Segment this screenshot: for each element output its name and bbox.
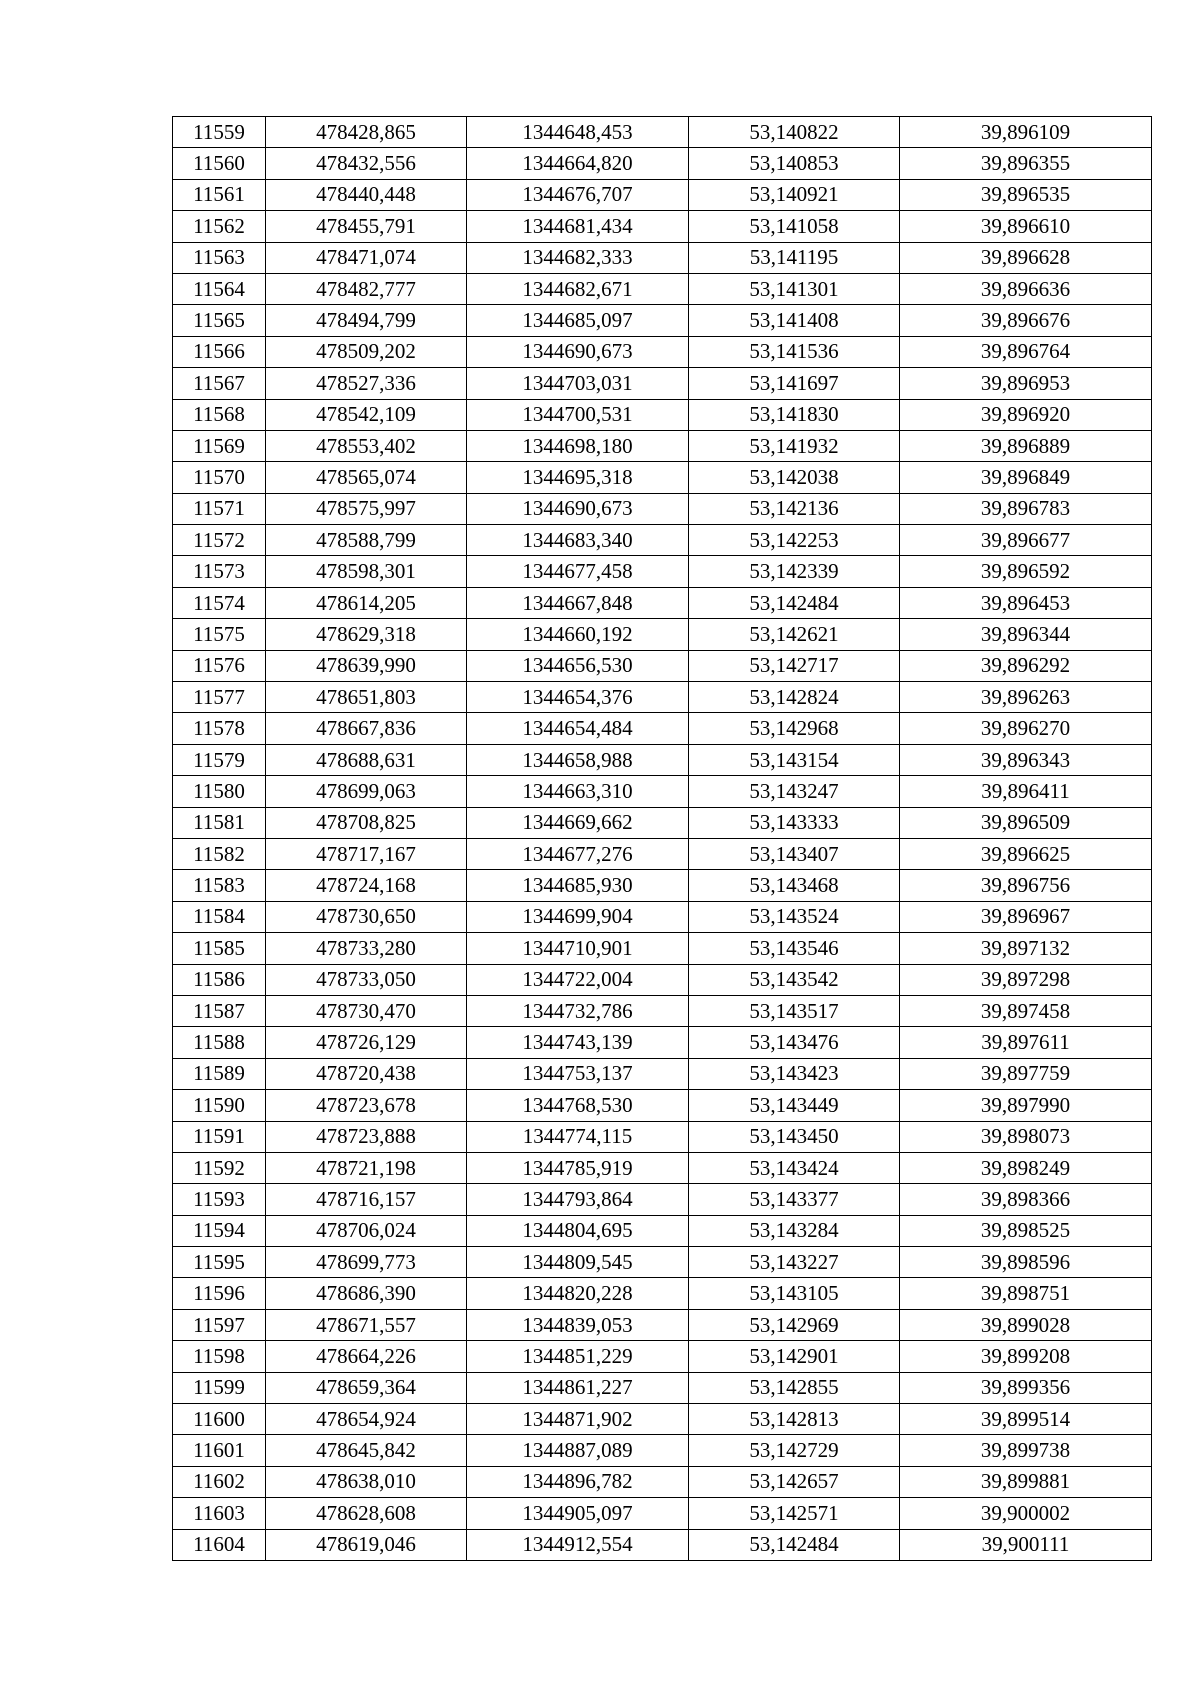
y-coordinate-cell: 1344667,848 bbox=[467, 587, 689, 618]
latitude-cell: 53,143449 bbox=[689, 1090, 900, 1121]
x-coordinate-cell: 478639,990 bbox=[266, 650, 467, 681]
y-coordinate-cell: 1344681,434 bbox=[467, 211, 689, 242]
longitude-cell: 39,896967 bbox=[900, 901, 1152, 932]
table-row bbox=[173, 713, 1152, 744]
latitude-cell: 53,143476 bbox=[689, 1027, 900, 1058]
table-row bbox=[173, 838, 1152, 869]
longitude-cell: 39,898596 bbox=[900, 1247, 1152, 1278]
table-row bbox=[173, 1058, 1152, 1089]
point-number-cell: 11578 bbox=[173, 713, 266, 744]
latitude-cell: 53,143424 bbox=[689, 1152, 900, 1183]
point-number-cell: 11603 bbox=[173, 1498, 266, 1529]
table-row bbox=[173, 1435, 1152, 1466]
point-number-cell: 11579 bbox=[173, 744, 266, 775]
x-coordinate-cell: 478667,836 bbox=[266, 713, 467, 744]
point-number-cell: 11597 bbox=[173, 1309, 266, 1340]
longitude-cell: 39,896509 bbox=[900, 807, 1152, 838]
table-row bbox=[173, 1278, 1152, 1309]
y-coordinate-cell: 1344654,376 bbox=[467, 682, 689, 713]
y-coordinate-cell: 1344660,192 bbox=[467, 619, 689, 650]
point-number-cell: 11589 bbox=[173, 1058, 266, 1089]
x-coordinate-cell: 478428,865 bbox=[266, 117, 467, 148]
x-coordinate-cell: 478706,024 bbox=[266, 1215, 467, 1246]
longitude-cell: 39,896889 bbox=[900, 430, 1152, 461]
table-row bbox=[173, 273, 1152, 304]
x-coordinate-cell: 478733,280 bbox=[266, 933, 467, 964]
longitude-cell: 39,896535 bbox=[900, 179, 1152, 210]
latitude-cell: 53,143105 bbox=[689, 1278, 900, 1309]
table-row bbox=[173, 744, 1152, 775]
x-coordinate-cell: 478527,336 bbox=[266, 368, 467, 399]
y-coordinate-cell: 1344793,864 bbox=[467, 1184, 689, 1215]
table-row bbox=[173, 1090, 1152, 1121]
table-row bbox=[173, 1372, 1152, 1403]
point-number-cell: 11604 bbox=[173, 1529, 266, 1560]
x-coordinate-cell: 478659,364 bbox=[266, 1372, 467, 1403]
y-coordinate-cell: 1344785,919 bbox=[467, 1152, 689, 1183]
latitude-cell: 53,142729 bbox=[689, 1435, 900, 1466]
latitude-cell: 53,141932 bbox=[689, 430, 900, 461]
longitude-cell: 39,899881 bbox=[900, 1466, 1152, 1497]
latitude-cell: 53,143247 bbox=[689, 776, 900, 807]
x-coordinate-cell: 478699,773 bbox=[266, 1247, 467, 1278]
longitude-cell: 39,896263 bbox=[900, 682, 1152, 713]
latitude-cell: 53,140853 bbox=[689, 148, 900, 179]
point-number-cell: 11575 bbox=[173, 619, 266, 650]
x-coordinate-cell: 478724,168 bbox=[266, 870, 467, 901]
latitude-cell: 53,143450 bbox=[689, 1121, 900, 1152]
table-row bbox=[173, 619, 1152, 650]
x-coordinate-cell: 478645,842 bbox=[266, 1435, 467, 1466]
y-coordinate-cell: 1344658,988 bbox=[467, 744, 689, 775]
point-number-cell: 11577 bbox=[173, 682, 266, 713]
table-row bbox=[173, 1466, 1152, 1497]
point-number-cell: 11576 bbox=[173, 650, 266, 681]
point-number-cell: 11584 bbox=[173, 901, 266, 932]
table-row bbox=[173, 1027, 1152, 1058]
y-coordinate-cell: 1344683,340 bbox=[467, 525, 689, 556]
y-coordinate-cell: 1344677,458 bbox=[467, 556, 689, 587]
point-number-cell: 11585 bbox=[173, 933, 266, 964]
x-coordinate-cell: 478629,318 bbox=[266, 619, 467, 650]
point-number-cell: 11583 bbox=[173, 870, 266, 901]
x-coordinate-cell: 478716,157 bbox=[266, 1184, 467, 1215]
longitude-cell: 39,900002 bbox=[900, 1498, 1152, 1529]
longitude-cell: 39,898073 bbox=[900, 1121, 1152, 1152]
longitude-cell: 39,898249 bbox=[900, 1152, 1152, 1183]
y-coordinate-cell: 1344839,053 bbox=[467, 1309, 689, 1340]
point-number-cell: 11568 bbox=[173, 399, 266, 430]
y-coordinate-cell: 1344851,229 bbox=[467, 1341, 689, 1372]
table-row bbox=[173, 525, 1152, 556]
table-row bbox=[173, 682, 1152, 713]
longitude-cell: 39,897990 bbox=[900, 1090, 1152, 1121]
point-number-cell: 11582 bbox=[173, 838, 266, 869]
table-row bbox=[173, 493, 1152, 524]
latitude-cell: 53,142484 bbox=[689, 1529, 900, 1560]
longitude-cell: 39,896343 bbox=[900, 744, 1152, 775]
table-row bbox=[173, 1215, 1152, 1246]
longitude-cell: 39,896453 bbox=[900, 587, 1152, 618]
x-coordinate-cell: 478720,438 bbox=[266, 1058, 467, 1089]
point-number-cell: 11563 bbox=[173, 242, 266, 273]
point-number-cell: 11562 bbox=[173, 211, 266, 242]
y-coordinate-cell: 1344809,545 bbox=[467, 1247, 689, 1278]
longitude-cell: 39,896592 bbox=[900, 556, 1152, 587]
longitude-cell: 39,896849 bbox=[900, 462, 1152, 493]
point-number-cell: 11593 bbox=[173, 1184, 266, 1215]
x-coordinate-cell: 478686,390 bbox=[266, 1278, 467, 1309]
y-coordinate-cell: 1344654,484 bbox=[467, 713, 689, 744]
y-coordinate-cell: 1344768,530 bbox=[467, 1090, 689, 1121]
point-number-cell: 11574 bbox=[173, 587, 266, 618]
longitude-cell: 39,899028 bbox=[900, 1309, 1152, 1340]
latitude-cell: 53,143333 bbox=[689, 807, 900, 838]
y-coordinate-cell: 1344664,820 bbox=[467, 148, 689, 179]
longitude-cell: 39,897458 bbox=[900, 995, 1152, 1026]
point-number-cell: 11561 bbox=[173, 179, 266, 210]
y-coordinate-cell: 1344690,673 bbox=[467, 493, 689, 524]
point-number-cell: 11599 bbox=[173, 1372, 266, 1403]
longitude-cell: 39,896270 bbox=[900, 713, 1152, 744]
x-coordinate-cell: 478482,777 bbox=[266, 273, 467, 304]
table-row bbox=[173, 776, 1152, 807]
longitude-cell: 39,897611 bbox=[900, 1027, 1152, 1058]
y-coordinate-cell: 1344804,695 bbox=[467, 1215, 689, 1246]
point-number-cell: 11580 bbox=[173, 776, 266, 807]
x-coordinate-cell: 478651,803 bbox=[266, 682, 467, 713]
latitude-cell: 53,143284 bbox=[689, 1215, 900, 1246]
table-row bbox=[173, 901, 1152, 932]
y-coordinate-cell: 1344695,318 bbox=[467, 462, 689, 493]
latitude-cell: 53,142969 bbox=[689, 1309, 900, 1340]
longitude-cell: 39,896292 bbox=[900, 650, 1152, 681]
longitude-cell: 39,896783 bbox=[900, 493, 1152, 524]
point-number-cell: 11598 bbox=[173, 1341, 266, 1372]
table-row bbox=[173, 179, 1152, 210]
x-coordinate-cell: 478730,650 bbox=[266, 901, 467, 932]
table-row bbox=[173, 556, 1152, 587]
x-coordinate-cell: 478671,557 bbox=[266, 1309, 467, 1340]
longitude-cell: 39,896636 bbox=[900, 273, 1152, 304]
y-coordinate-cell: 1344861,227 bbox=[467, 1372, 689, 1403]
latitude-cell: 53,143517 bbox=[689, 995, 900, 1026]
y-coordinate-cell: 1344690,673 bbox=[467, 336, 689, 367]
x-coordinate-cell: 478598,301 bbox=[266, 556, 467, 587]
longitude-cell: 39,899356 bbox=[900, 1372, 1152, 1403]
y-coordinate-cell: 1344743,139 bbox=[467, 1027, 689, 1058]
y-coordinate-cell: 1344682,671 bbox=[467, 273, 689, 304]
x-coordinate-cell: 478733,050 bbox=[266, 964, 467, 995]
longitude-cell: 39,896628 bbox=[900, 242, 1152, 273]
longitude-cell: 39,896610 bbox=[900, 211, 1152, 242]
table-row bbox=[173, 995, 1152, 1026]
x-coordinate-cell: 478723,678 bbox=[266, 1090, 467, 1121]
latitude-cell: 53,142717 bbox=[689, 650, 900, 681]
latitude-cell: 53,142571 bbox=[689, 1498, 900, 1529]
x-coordinate-cell: 478471,074 bbox=[266, 242, 467, 273]
longitude-cell: 39,896953 bbox=[900, 368, 1152, 399]
point-number-cell: 11570 bbox=[173, 462, 266, 493]
y-coordinate-cell: 1344685,097 bbox=[467, 305, 689, 336]
latitude-cell: 53,140921 bbox=[689, 179, 900, 210]
longitude-cell: 39,896764 bbox=[900, 336, 1152, 367]
point-number-cell: 11588 bbox=[173, 1027, 266, 1058]
y-coordinate-cell: 1344685,930 bbox=[467, 870, 689, 901]
longitude-cell: 39,900111 bbox=[900, 1529, 1152, 1560]
x-coordinate-cell: 478553,402 bbox=[266, 430, 467, 461]
latitude-cell: 53,142136 bbox=[689, 493, 900, 524]
table-row bbox=[173, 211, 1152, 242]
latitude-cell: 53,143227 bbox=[689, 1247, 900, 1278]
x-coordinate-cell: 478726,129 bbox=[266, 1027, 467, 1058]
table-row bbox=[173, 368, 1152, 399]
y-coordinate-cell: 1344774,115 bbox=[467, 1121, 689, 1152]
y-coordinate-cell: 1344656,530 bbox=[467, 650, 689, 681]
longitude-cell: 39,898366 bbox=[900, 1184, 1152, 1215]
x-coordinate-cell: 478654,924 bbox=[266, 1404, 467, 1435]
table-row bbox=[173, 117, 1152, 148]
table-row bbox=[173, 1184, 1152, 1215]
y-coordinate-cell: 1344912,554 bbox=[467, 1529, 689, 1560]
table-row bbox=[173, 807, 1152, 838]
x-coordinate-cell: 478699,063 bbox=[266, 776, 467, 807]
x-coordinate-cell: 478509,202 bbox=[266, 336, 467, 367]
y-coordinate-cell: 1344871,902 bbox=[467, 1404, 689, 1435]
latitude-cell: 53,142621 bbox=[689, 619, 900, 650]
longitude-cell: 39,896355 bbox=[900, 148, 1152, 179]
latitude-cell: 53,141301 bbox=[689, 273, 900, 304]
latitude-cell: 53,142657 bbox=[689, 1466, 900, 1497]
point-number-cell: 11565 bbox=[173, 305, 266, 336]
longitude-cell: 39,899514 bbox=[900, 1404, 1152, 1435]
latitude-cell: 53,141697 bbox=[689, 368, 900, 399]
latitude-cell: 53,142038 bbox=[689, 462, 900, 493]
latitude-cell: 53,142339 bbox=[689, 556, 900, 587]
table-row bbox=[173, 462, 1152, 493]
point-number-cell: 11572 bbox=[173, 525, 266, 556]
point-number-cell: 11566 bbox=[173, 336, 266, 367]
point-number-cell: 11590 bbox=[173, 1090, 266, 1121]
y-coordinate-cell: 1344820,228 bbox=[467, 1278, 689, 1309]
y-coordinate-cell: 1344703,031 bbox=[467, 368, 689, 399]
y-coordinate-cell: 1344699,904 bbox=[467, 901, 689, 932]
x-coordinate-cell: 478575,997 bbox=[266, 493, 467, 524]
latitude-cell: 53,142968 bbox=[689, 713, 900, 744]
x-coordinate-cell: 478708,825 bbox=[266, 807, 467, 838]
y-coordinate-cell: 1344698,180 bbox=[467, 430, 689, 461]
latitude-cell: 53,140822 bbox=[689, 117, 900, 148]
point-number-cell: 11573 bbox=[173, 556, 266, 587]
latitude-cell: 53,142484 bbox=[689, 587, 900, 618]
table-row bbox=[173, 336, 1152, 367]
table-row bbox=[173, 1341, 1152, 1372]
point-number-cell: 11600 bbox=[173, 1404, 266, 1435]
x-coordinate-cell: 478619,046 bbox=[266, 1529, 467, 1560]
latitude-cell: 53,142855 bbox=[689, 1372, 900, 1403]
point-number-cell: 11587 bbox=[173, 995, 266, 1026]
latitude-cell: 53,143542 bbox=[689, 964, 900, 995]
table-row bbox=[173, 1309, 1152, 1340]
point-number-cell: 11560 bbox=[173, 148, 266, 179]
table-row bbox=[173, 148, 1152, 179]
y-coordinate-cell: 1344732,786 bbox=[467, 995, 689, 1026]
latitude-cell: 53,143407 bbox=[689, 838, 900, 869]
point-number-cell: 11571 bbox=[173, 493, 266, 524]
point-number-cell: 11602 bbox=[173, 1466, 266, 1497]
y-coordinate-cell: 1344896,782 bbox=[467, 1466, 689, 1497]
table-row bbox=[173, 933, 1152, 964]
table-row bbox=[173, 305, 1152, 336]
point-number-cell: 11594 bbox=[173, 1215, 266, 1246]
table-row bbox=[173, 964, 1152, 995]
y-coordinate-cell: 1344648,453 bbox=[467, 117, 689, 148]
table-row bbox=[173, 1121, 1152, 1152]
latitude-cell: 53,141536 bbox=[689, 336, 900, 367]
longitude-cell: 39,898751 bbox=[900, 1278, 1152, 1309]
point-number-cell: 11596 bbox=[173, 1278, 266, 1309]
point-number-cell: 11586 bbox=[173, 964, 266, 995]
x-coordinate-cell: 478638,010 bbox=[266, 1466, 467, 1497]
longitude-cell: 39,896344 bbox=[900, 619, 1152, 650]
table-row bbox=[173, 1247, 1152, 1278]
y-coordinate-cell: 1344663,310 bbox=[467, 776, 689, 807]
longitude-cell: 39,897132 bbox=[900, 933, 1152, 964]
point-number-cell: 11567 bbox=[173, 368, 266, 399]
longitude-cell: 39,899738 bbox=[900, 1435, 1152, 1466]
latitude-cell: 53,142901 bbox=[689, 1341, 900, 1372]
latitude-cell: 53,141058 bbox=[689, 211, 900, 242]
x-coordinate-cell: 478542,109 bbox=[266, 399, 467, 430]
latitude-cell: 53,141830 bbox=[689, 399, 900, 430]
latitude-cell: 53,141408 bbox=[689, 305, 900, 336]
x-coordinate-cell: 478588,799 bbox=[266, 525, 467, 556]
x-coordinate-cell: 478440,448 bbox=[266, 179, 467, 210]
longitude-cell: 39,896109 bbox=[900, 117, 1152, 148]
table-row bbox=[173, 1498, 1152, 1529]
y-coordinate-cell: 1344753,137 bbox=[467, 1058, 689, 1089]
x-coordinate-cell: 478730,470 bbox=[266, 995, 467, 1026]
y-coordinate-cell: 1344682,333 bbox=[467, 242, 689, 273]
x-coordinate-cell: 478717,167 bbox=[266, 838, 467, 869]
longitude-cell: 39,896411 bbox=[900, 776, 1152, 807]
point-number-cell: 11601 bbox=[173, 1435, 266, 1466]
point-number-cell: 11591 bbox=[173, 1121, 266, 1152]
x-coordinate-cell: 478628,608 bbox=[266, 1498, 467, 1529]
table-row bbox=[173, 650, 1152, 681]
longitude-cell: 39,897298 bbox=[900, 964, 1152, 995]
y-coordinate-cell: 1344669,662 bbox=[467, 807, 689, 838]
longitude-cell: 39,896920 bbox=[900, 399, 1152, 430]
x-coordinate-cell: 478432,556 bbox=[266, 148, 467, 179]
x-coordinate-cell: 478664,226 bbox=[266, 1341, 467, 1372]
table-row bbox=[173, 1529, 1152, 1560]
y-coordinate-cell: 1344722,004 bbox=[467, 964, 689, 995]
latitude-cell: 53,142253 bbox=[689, 525, 900, 556]
longitude-cell: 39,896676 bbox=[900, 305, 1152, 336]
x-coordinate-cell: 478565,074 bbox=[266, 462, 467, 493]
table-row bbox=[173, 870, 1152, 901]
x-coordinate-cell: 478688,631 bbox=[266, 744, 467, 775]
y-coordinate-cell: 1344676,707 bbox=[467, 179, 689, 210]
latitude-cell: 53,143423 bbox=[689, 1058, 900, 1089]
y-coordinate-cell: 1344887,089 bbox=[467, 1435, 689, 1466]
longitude-cell: 39,898525 bbox=[900, 1215, 1152, 1246]
table-row bbox=[173, 1152, 1152, 1183]
longitude-cell: 39,899208 bbox=[900, 1341, 1152, 1372]
table-row bbox=[173, 399, 1152, 430]
longitude-cell: 39,896756 bbox=[900, 870, 1152, 901]
y-coordinate-cell: 1344700,531 bbox=[467, 399, 689, 430]
table-row bbox=[173, 242, 1152, 273]
point-number-cell: 11595 bbox=[173, 1247, 266, 1278]
longitude-cell: 39,896677 bbox=[900, 525, 1152, 556]
latitude-cell: 53,143546 bbox=[689, 933, 900, 964]
table-row bbox=[173, 587, 1152, 618]
latitude-cell: 53,143377 bbox=[689, 1184, 900, 1215]
coordinates-table bbox=[172, 116, 1152, 1561]
latitude-cell: 53,143468 bbox=[689, 870, 900, 901]
point-number-cell: 11569 bbox=[173, 430, 266, 461]
longitude-cell: 39,896625 bbox=[900, 838, 1152, 869]
y-coordinate-cell: 1344677,276 bbox=[467, 838, 689, 869]
y-coordinate-cell: 1344710,901 bbox=[467, 933, 689, 964]
x-coordinate-cell: 478455,791 bbox=[266, 211, 467, 242]
longitude-cell: 39,897759 bbox=[900, 1058, 1152, 1089]
latitude-cell: 53,143524 bbox=[689, 901, 900, 932]
latitude-cell: 53,141195 bbox=[689, 242, 900, 273]
y-coordinate-cell: 1344905,097 bbox=[467, 1498, 689, 1529]
x-coordinate-cell: 478721,198 bbox=[266, 1152, 467, 1183]
x-coordinate-cell: 478614,205 bbox=[266, 587, 467, 618]
table-row bbox=[173, 1404, 1152, 1435]
latitude-cell: 53,142813 bbox=[689, 1404, 900, 1435]
point-number-cell: 11592 bbox=[173, 1152, 266, 1183]
coordinates-table-body bbox=[173, 117, 1152, 1561]
latitude-cell: 53,142824 bbox=[689, 682, 900, 713]
latitude-cell: 53,143154 bbox=[689, 744, 900, 775]
point-number-cell: 11559 bbox=[173, 117, 266, 148]
table-row bbox=[173, 430, 1152, 461]
point-number-cell: 11564 bbox=[173, 273, 266, 304]
x-coordinate-cell: 478723,888 bbox=[266, 1121, 467, 1152]
point-number-cell: 11581 bbox=[173, 807, 266, 838]
x-coordinate-cell: 478494,799 bbox=[266, 305, 467, 336]
